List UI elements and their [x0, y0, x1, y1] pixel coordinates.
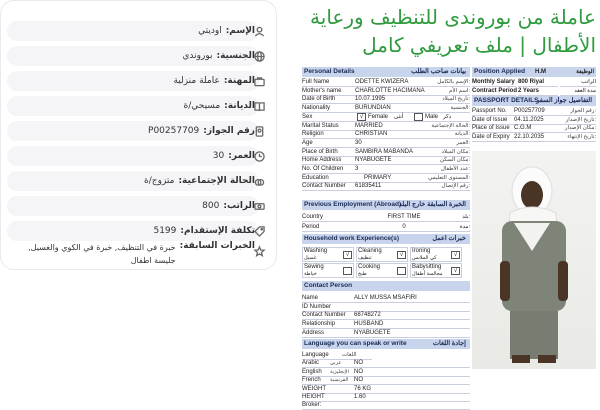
info-value: خبرة في التنظيف, خبرة في الكوي والغسيل, جليسة اطفال	[28, 243, 176, 265]
rings-icon	[253, 175, 265, 187]
personal-label: Nationality	[302, 104, 354, 113]
user-icon	[253, 25, 265, 37]
info-value: بوروندي	[182, 51, 213, 61]
info-value: اوديتي	[198, 26, 222, 36]
skill-label: Cooking	[358, 264, 381, 270]
personal-value: 10.07.1995	[354, 95, 410, 104]
passport-label-ar: تاريخ الإصدار:	[558, 116, 596, 125]
previous-employment-header-title-ar: الخبرة السابقة خارج البلد	[398, 201, 466, 208]
info-row	[7, 71, 259, 91]
personal-label: Place of Birth	[302, 148, 354, 157]
tag-icon-graphic	[254, 226, 265, 237]
clock-icon-graphic	[254, 151, 265, 162]
skill-checkbox[interactable]: √	[451, 251, 460, 259]
personal-label-ar: الإسم بالكامل:	[410, 78, 470, 87]
rings-icon-graphic	[254, 176, 265, 187]
passport-value: C.G.M	[514, 124, 558, 133]
personal-label-ar: تاريخ الميلاد:	[410, 95, 470, 104]
male-label: Male	[425, 113, 439, 120]
position-row-value: 800 Riyal	[518, 78, 558, 87]
globe-icon	[253, 50, 265, 62]
female-checkbox[interactable]: √	[357, 113, 366, 121]
worker-info-panel	[0, 0, 277, 270]
info-row	[7, 21, 259, 41]
language-label: Arabic	[302, 359, 330, 368]
language-label-ar: الفرنسية	[330, 376, 354, 385]
position-value: H.M	[535, 69, 546, 75]
money-icon-graphic	[254, 201, 265, 212]
personal-label: Mother's name	[302, 87, 354, 96]
personal-value: 61835411	[354, 182, 410, 191]
info-value: مسيحي/ة	[183, 101, 221, 111]
info-label: الحالة الإجتماعية:	[178, 176, 255, 186]
physical-label: WEIGHT	[302, 385, 354, 394]
info-label: الراتب:	[223, 201, 255, 211]
personal-value: 3	[354, 165, 410, 174]
worker-photo	[472, 151, 596, 369]
passport-label: Place of Issue	[472, 124, 514, 133]
personal-label-ar: الحالة الإجتماعية:	[410, 122, 470, 131]
household-experience-header-title-ar: خبرات اعمل	[432, 235, 466, 242]
language-header-title: Language you can speak or write	[304, 340, 407, 347]
passport-details-header-title-ar: التفاصيل جواز السفر	[536, 97, 592, 104]
personal-label-ar: المستوى التعليمي:	[410, 174, 470, 183]
skill-checkbox[interactable]	[397, 267, 406, 275]
personal-label-ar: عدد الأطفال:	[410, 165, 470, 174]
passport-label-ar: مكان الإصدار:	[558, 124, 596, 133]
info-label: رقم الجواز:	[203, 126, 255, 136]
personal-value: 30	[354, 139, 410, 148]
personal-label: No. Of Children	[302, 165, 354, 174]
contact-label: Address	[302, 329, 354, 338]
personal-label: Religion	[302, 130, 354, 139]
briefcase-icon-graphic	[254, 76, 265, 87]
personal-value: CHARLOTTE HACIMANA	[355, 87, 425, 94]
skill-checkbox[interactable]	[343, 267, 352, 275]
contact-person-header	[302, 281, 470, 291]
language-title: Language	[302, 351, 342, 360]
contact-value	[354, 303, 470, 312]
personal-label-ar: العمر:	[410, 139, 470, 148]
physical-label: HEIGHT	[302, 393, 354, 402]
language-label-ar: عربي	[330, 359, 354, 368]
position-row-label: Monthly Salary	[472, 79, 515, 85]
info-label: الجنسية:	[216, 51, 255, 61]
physical-value: 76 KG	[354, 385, 470, 394]
passport-label-ar: تاريخ الإنتهاء:	[558, 133, 596, 142]
info-value: عاملة منزلية	[173, 76, 220, 86]
skill-label-ar: كي الملابس	[412, 255, 437, 261]
info-value: متزوج/ة	[144, 176, 175, 186]
personal-label-ar: الجنسية:	[410, 104, 470, 113]
previous-employment-header-title: Previous Employment (Abroad)	[304, 201, 402, 208]
skill-label: Cleaning	[358, 248, 382, 254]
personal-label: Date of Birth	[302, 95, 354, 104]
info-label: الخبرات السابقة:	[179, 241, 255, 251]
personal-value: BURUNDIAN	[354, 104, 410, 113]
contact-value: NYABUGETE	[354, 329, 470, 338]
prev-label: Period	[302, 223, 354, 232]
passport-value: P00257709	[514, 107, 558, 116]
language-header-title-ar: إجادة اللغات	[432, 340, 466, 347]
male-checkbox[interactable]	[414, 113, 423, 121]
skill-label: Washing	[304, 248, 328, 254]
info-label: المهنة:	[223, 76, 255, 86]
contact-label: Name	[302, 294, 354, 303]
language-value: NO	[354, 368, 470, 377]
household-experience-header-title: Household work Experience(s)	[304, 235, 399, 242]
personal-value: CHRISTIAN	[354, 130, 410, 139]
info-label: الإسم:	[225, 26, 255, 36]
language-value: NO	[354, 376, 470, 385]
skill-label: Ironing	[412, 248, 431, 254]
passport-icon-graphic	[254, 126, 265, 137]
personal-details-header	[302, 67, 470, 77]
physical-value	[354, 401, 470, 410]
personal-value: ODETTE KWIZERA	[355, 79, 409, 85]
clock-icon	[253, 150, 265, 162]
personal-label: Sex	[302, 113, 354, 122]
prev-label-ar: بلد:	[454, 213, 470, 222]
prev-value: 0	[354, 223, 454, 232]
prev-value: FIRST TIME	[354, 213, 454, 222]
personal-label: Marital Status	[302, 122, 354, 131]
info-row	[7, 121, 259, 141]
personal-value: NYABUGETE	[354, 156, 410, 165]
personal-label-ar: مكان السكن:	[410, 156, 470, 165]
position-row-label-ar: الراتب	[560, 78, 596, 87]
info-value: 30	[212, 151, 225, 161]
contact-person-header-title: Contact Person	[304, 282, 353, 289]
household-experience-header	[302, 234, 470, 244]
info-row	[7, 221, 259, 241]
money-icon	[253, 200, 265, 212]
language-title-ar: اللغات	[342, 351, 372, 360]
contact-label: Relationship	[302, 320, 354, 329]
language-label-ar: الإنجليزية	[330, 368, 354, 377]
personal-label: Education	[302, 174, 354, 183]
cv-document	[302, 67, 596, 407]
personal-value: SAMBIRA MABANDA	[355, 148, 414, 155]
position-row-label-ar: مدة العقد	[560, 87, 596, 96]
female-label: Female	[368, 113, 389, 120]
passport-label: Date of Expiry	[472, 133, 514, 142]
male-label-ar: ذكر	[443, 113, 452, 120]
language-header	[302, 339, 470, 349]
language-value: NO	[354, 359, 470, 368]
personal-label: Age	[302, 139, 354, 148]
info-label: العمر:	[228, 151, 255, 161]
language-label: English	[302, 368, 330, 377]
info-row	[7, 241, 259, 267]
skill-label-ar: طبخ	[358, 271, 367, 277]
position-label-ar: الوظيفة	[576, 69, 594, 75]
briefcase-icon	[253, 75, 265, 87]
contact-label: ID Number	[302, 303, 354, 312]
passport-details-header	[472, 96, 596, 106]
star-icon-graphic	[254, 246, 265, 257]
personal-details-header-title-ar: بيانات صاحب الطلب	[411, 68, 466, 75]
position-row-label: Contract Period	[472, 87, 518, 94]
worker-portrait-image	[472, 151, 596, 369]
book-icon	[253, 100, 265, 112]
skill-checkbox[interactable]: √	[451, 267, 460, 275]
personal-label: Contact Number	[302, 182, 354, 191]
info-label: تكلفة الإستقدام:	[180, 226, 255, 236]
passport-icon	[253, 125, 265, 137]
passport-label: Passport No.	[472, 107, 514, 116]
contact-label: Contact Number	[302, 311, 354, 320]
skill-label-ar: غسيل	[304, 255, 317, 261]
personal-label-ar: اسم الأم:	[410, 87, 470, 96]
passport-label-ar: رقم الجواز:	[558, 107, 596, 116]
position-applied-header-title: Position Applied	[474, 68, 526, 75]
user-icon-graphic	[254, 26, 265, 37]
personal-label: Home Address	[302, 156, 354, 165]
globe-icon-graphic	[254, 51, 265, 62]
language-label: French	[302, 376, 330, 385]
star-icon	[253, 245, 265, 257]
personal-details-header-title: Personal Details	[304, 68, 355, 75]
passport-value: 22.10.2035	[514, 133, 558, 142]
skill-checkbox[interactable]: √	[343, 251, 352, 259]
info-value: P00257709	[148, 126, 200, 136]
personal-value: MARRIED	[354, 122, 410, 131]
contact-value: HUSBAND	[354, 320, 470, 329]
prev-label: Country	[302, 213, 354, 222]
female-label-ar: أنثى	[394, 113, 404, 120]
skill-label: Babysitting	[412, 264, 442, 270]
skill-label-ar: مجالسة أطفال	[412, 271, 443, 277]
info-row	[7, 196, 259, 216]
info-row	[7, 146, 259, 166]
skill-label: Sewing	[304, 264, 324, 270]
passport-label: Date of Issue	[472, 116, 514, 125]
skill-label-ar: خياطة	[304, 271, 317, 277]
contact-value: ALLY MUSSA MSAFIRI	[354, 294, 470, 303]
skill-label-ar: تنظيف	[358, 255, 372, 261]
previous-employment-header	[302, 200, 470, 210]
personal-label-ar: رقم الإتصال:	[410, 182, 470, 191]
personal-label-ar: الديانة:	[410, 130, 470, 139]
passport-value: 04.11.2025	[514, 116, 558, 125]
info-label: الديانة:	[224, 101, 255, 111]
info-value: 5199	[153, 226, 177, 236]
info-row	[7, 171, 259, 191]
position-row-value: 2 Years	[518, 87, 558, 96]
skill-checkbox[interactable]: √	[397, 251, 406, 259]
contact-value: 68748272	[354, 311, 470, 320]
personal-value: PRIMARY	[354, 174, 410, 183]
tag-icon	[253, 225, 265, 237]
info-row	[7, 96, 259, 116]
prev-label-ar: مدة:	[454, 223, 470, 232]
book-icon-graphic	[254, 101, 265, 112]
personal-label: Full Name	[302, 78, 354, 87]
physical-value: 1.60	[354, 393, 470, 402]
passport-details-header-title: PASSPORT DETAILS	[474, 97, 539, 104]
personal-label-ar: مكان الميلاد:	[410, 148, 470, 157]
info-value: 800	[202, 201, 220, 211]
physical-label: Broker:	[302, 401, 354, 410]
info-row	[7, 46, 259, 66]
page-title: عاملة من بوروندى للتنظيف ورعاية الأطفال | ملف تعريفي كامل	[310, 5, 596, 57]
